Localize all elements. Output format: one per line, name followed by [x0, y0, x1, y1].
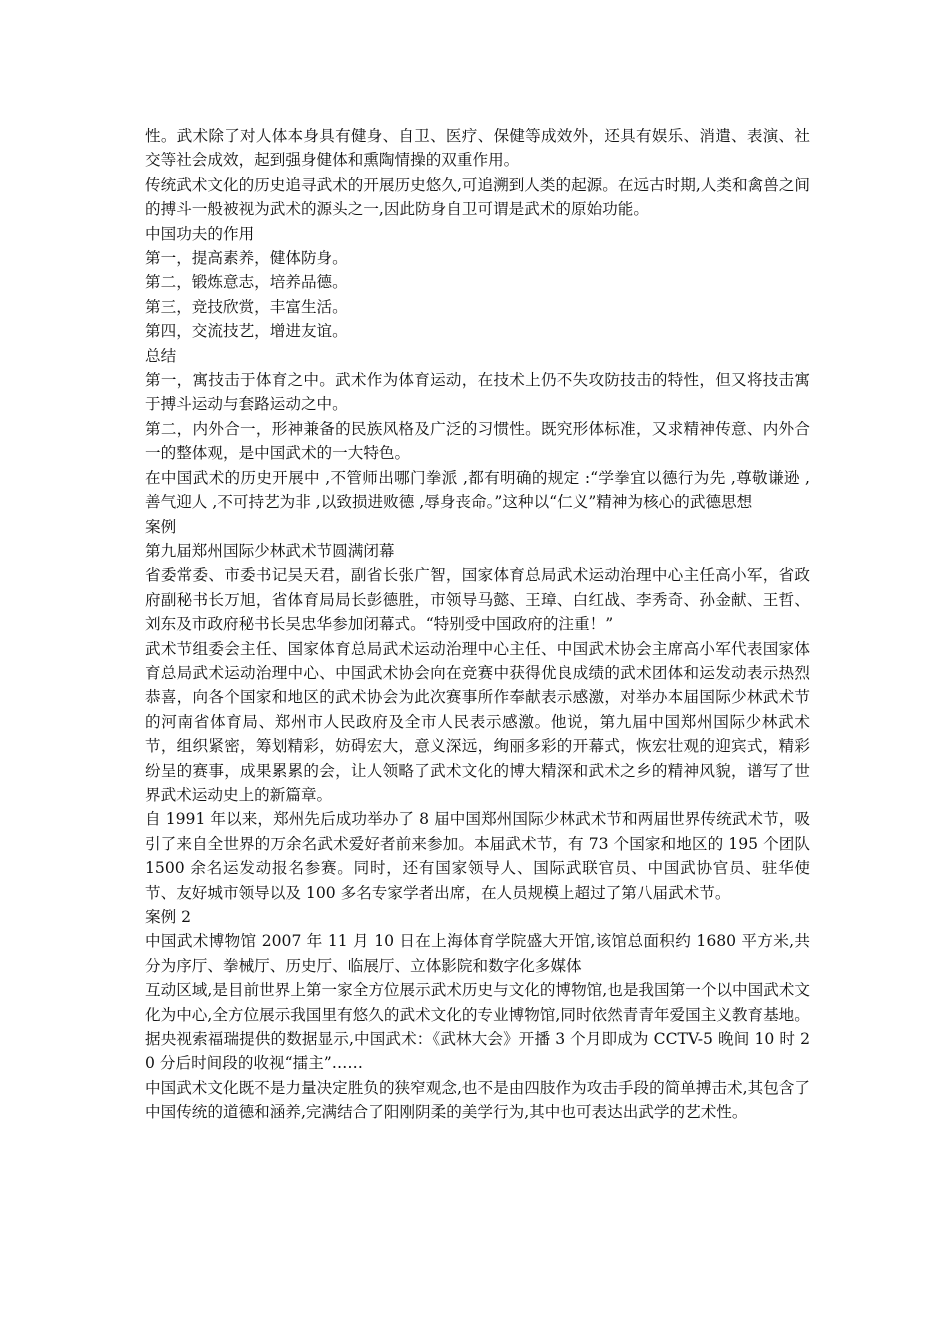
list-item-2: 第二，锻炼意志，培养品德。: [145, 273, 348, 292]
case-paragraph-3: 自 1991 年以来，郑州先后成功举办了 8 届中国郑州国际少林武术节和两届世界传统武术节，吸引了来自全世界的万余名武术爱好者前来参加。本届武术节，有 73 个国家和地区的 195 个团队 1500 余名运发动报名参赛。同时，还有国家领导人、国际武联官员、中国武协官员、驻华使节、友好城市领导以及 100 多名专家学者出席，在人员规模上超过了第八届武术节。: [145, 810, 810, 902]
paragraph-2: 传统武术文化的历史追寻武术的开展历史悠久,可追溯到人类的起源。在远古时期,人类和禽兽之间的搏斗一般被视为武术的源头之一,因此防身自卫可谓是武术的原始功能。: [145, 175, 810, 219]
case-2-paragraph-3: 据央视索福瑞提供的数据显示,中国武术：《武林大会》开播 3 个月即成为 CCTV-5 晚间 10 时 20 分后时间段的收视“擂主”……: [145, 1030, 810, 1073]
closing-paragraph: 中国武术文化既不是力量决定胜负的狭窄观念,也不是由四肢作为攻击手段的简单搏击术,其包含了中国传统的道德和涵养,完满结合了阳刚阴柔的美学行为,其中也可表达出武学的艺术性。: [145, 1078, 810, 1122]
section-heading-summary: 总结: [145, 346, 177, 365]
case-title: 第九届郑州国际少林武术节圆满闭幕: [145, 541, 395, 560]
list-item-1: 第一，提高素养，健体防身。: [145, 249, 348, 268]
case-2-paragraph-1: 中国武术博物馆 2007 年 11 月 10 日在上海体育学院盛大开馆,该馆总面积约 1680 平方米,共分为序厅、拳械厅、历史厅、临展厅、立体影院和数字化多媒体: [145, 932, 810, 975]
section-heading-case: 案例: [145, 517, 177, 536]
paragraph-1: 性。武术除了对人体本身具有健身、自卫、医疗、保健等成效外，还具有娱乐、消遣、表演、社交等社会成效，起到强身健体和熏陶情操的双重作用。: [145, 127, 810, 170]
section-heading-kungfu-role: 中国功夫的作用: [145, 224, 255, 243]
list-item-3: 第三，竞技欣赏，丰富生活。: [145, 297, 348, 316]
document-body: [145, 124, 810, 1125]
case-paragraph-1: 省委常委、市委书记吴天君，副省长张广智，国家体育总局武术运动治理中心主任高小军，省政府副秘书长万旭，省体育局局长彭德胜，市领导马懿、王璋、白红战、李秀奇、孙金献、王哲、刘东及市政府秘书长吴忠华参加闭幕式。“特别受中国政府的注重！”: [145, 566, 810, 634]
case-2-paragraph-2: 互动区域,是目前世界上第一家全方位展示武术历史与文化的博物馆,也是我国第一个以中国武术文化为中心,全方位展示我国里有悠久的武术文化的专业博物馆,同时依然青青年爱国主义教育基地。: [145, 981, 810, 1024]
list-item-4: 第四，交流技艺，增进友谊。: [145, 322, 348, 341]
case-paragraph-2: 武术节组委会主任、国家体育总局武术运动治理中心主任、中国武术协会主席高小军代表国家体育总局武术运动治理中心、中国武术协会向在竞赛中获得优良成绩的武术团体和运发动表示热烈恭喜，向各个国家和地区的武术协会为此次赛事所作奉献表示感激，对举办本届国际少林武术节的河南省体育局、郑州市人民政府及全市人民表示感激。他说，第九届中国郑州国际少林武术节，组织紧密，筹划精彩，妨碍宏大，意义深远，绚丽多彩的开幕式，恢宏壮观的迎宾式，精彩纷呈的赛事，成果累累的会，让人领略了武术文化的博大精深和武术之乡的精神风貌，谱写了世界武术运动史上的新篇章。: [145, 639, 810, 804]
section-heading-case-2: 案例 2: [145, 908, 192, 926]
paragraph-martial-ethics: 在中国武术的历史开展中 ,不管师出哪门拳派 ,都有明确的规定 :“学拳宜以德行为先 ,尊敬谦逊 ,善气迎人 ,不可持艺为非 ,以致损进败德 ,辱身丧命。”这种以“仁义”精神为核心的武德思想: [145, 468, 810, 512]
summary-point-1: 第一，寓技击于体育之中。武术作为体育运动，在技术上仍不失攻防技击的特性，但又将技击寓于搏斗运动与套路运动之中。: [145, 371, 810, 414]
summary-point-2: 第二，内外合一，形神兼备的民族风格及广泛的习惯性。既究形体标准，又求精神传意、内外合一的整体观，是中国武术的一大特色。: [145, 419, 810, 463]
